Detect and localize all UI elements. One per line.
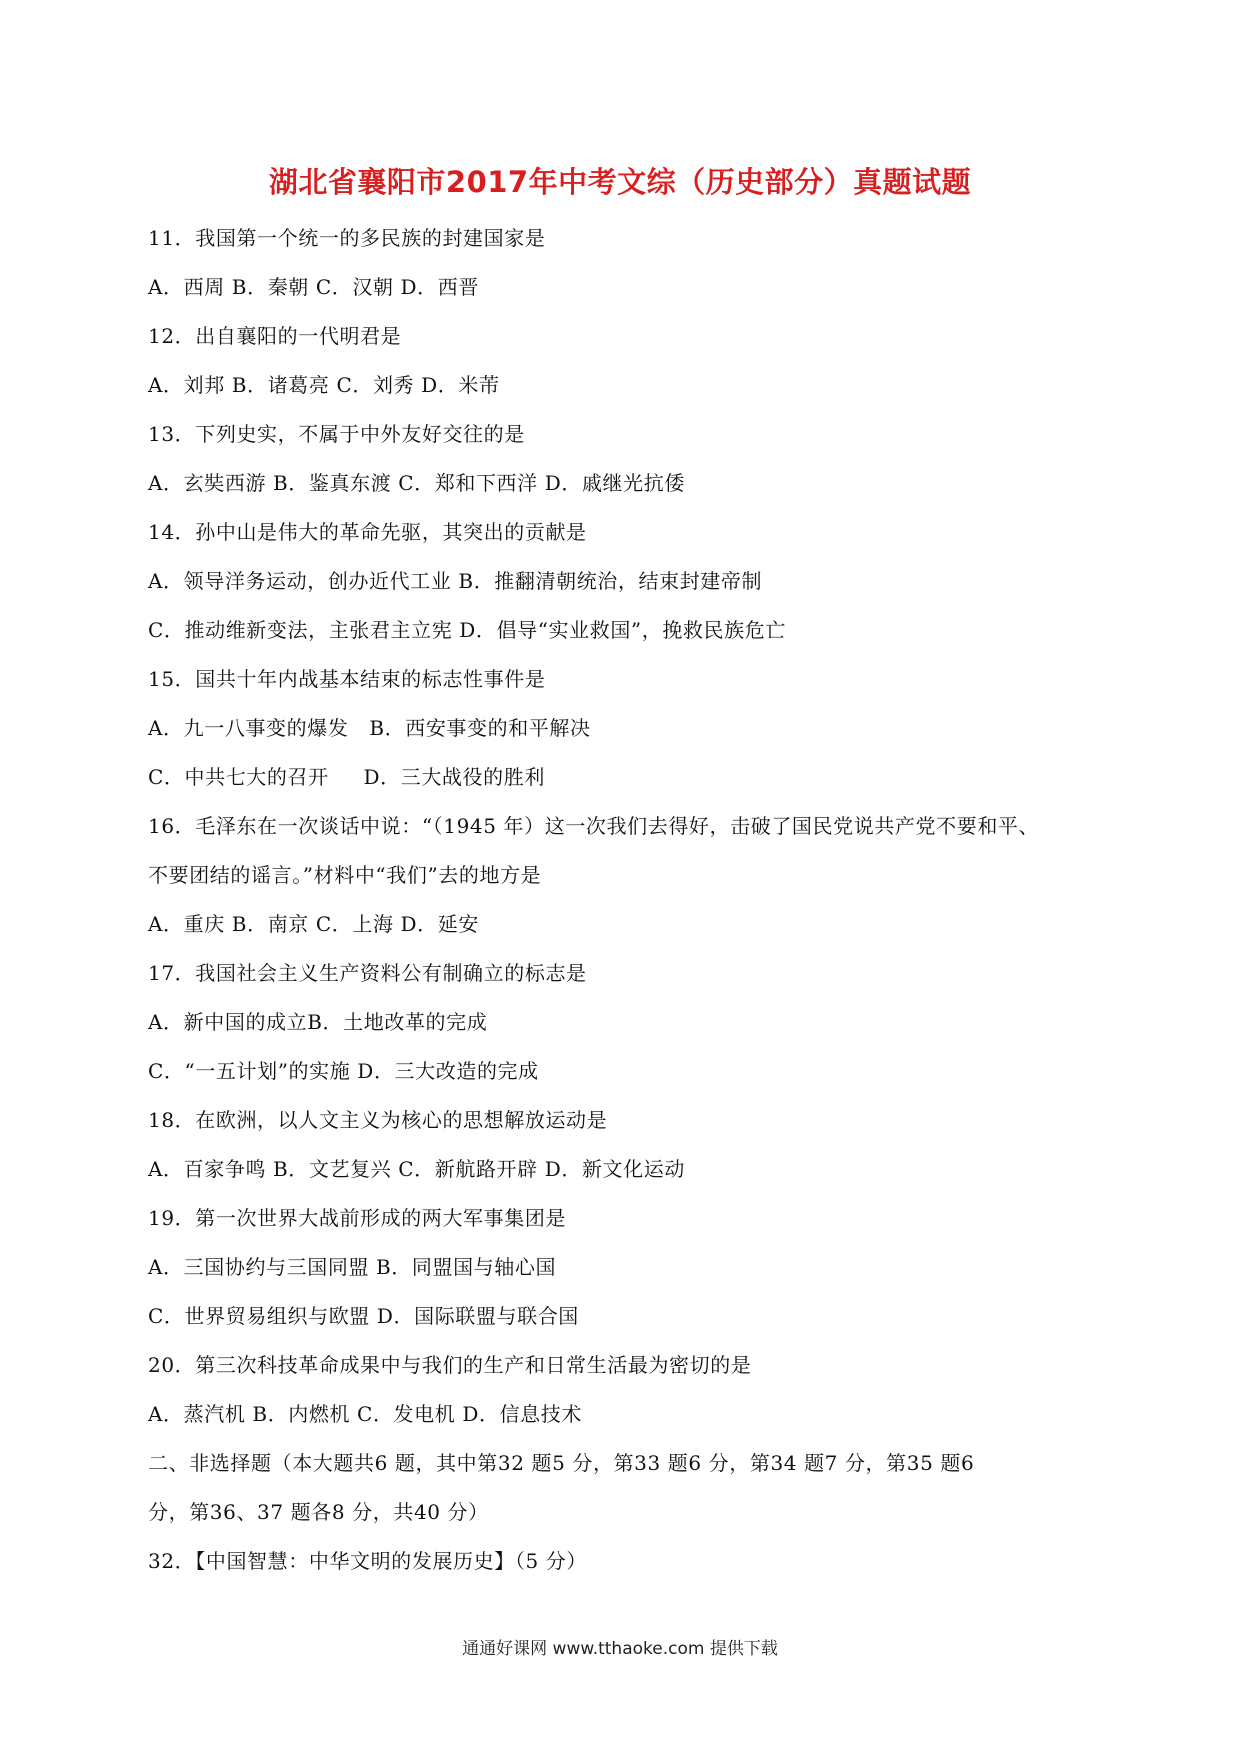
question-12: 12．出自襄阳的一代明君是 — [148, 324, 402, 348]
question-18: 18．在欧洲，以人文主义为核心的思想解放运动是 — [148, 1108, 608, 1132]
question-17: 17．我国社会主义生产资料公有制确立的标志是 — [148, 961, 587, 985]
question-list — [148, 223, 1108, 1595]
question-16-line-2: 不要团结的谣言。”材料中“我们”去的地方是 — [148, 863, 542, 887]
question-17-options-ab: A．新中国的成立B．土地改革的完成 — [148, 1010, 488, 1034]
question-13: 13．下列史实，不属于中外友好交往的是 — [148, 422, 525, 446]
question-13-options: A．玄奘西游 B．鉴真东渡 C．郑和下西洋 D．戚继光抗倭 — [148, 471, 685, 495]
document-title: 湖北省襄阳市2017年中考文综（历史部分）真题试题 — [268, 165, 972, 199]
question-20: 20．第三次科技革命成果中与我们的生产和日常生活最为密切的是 — [148, 1353, 752, 1377]
question-19-options-ab: A．三国协约与三国同盟 B．同盟国与轴心国 — [148, 1255, 557, 1279]
question-14-options-ab: A．领导洋务运动，创办近代工业 B．推翻清朝统治，结束封建帝制 — [148, 569, 763, 593]
footer-credit: 通通好课网 www.tthaoke.com 提供下载 — [462, 1639, 778, 1659]
question-17-options-cd: C．“一五计划”的实施 D．三大改造的完成 — [148, 1059, 539, 1083]
question-15-options-ab: A．九一八事变的爆发 B．西安事变的和平解决 — [148, 716, 591, 740]
question-18-options: A．百家争鸣 B．文艺复兴 C．新航路开辟 D．新文化运动 — [148, 1157, 685, 1181]
question-16-options: A．重庆 B．南京 C．上海 D．延安 — [148, 912, 479, 936]
question-14: 14．孙中山是伟大的革命先驱，其突出的贡献是 — [148, 520, 587, 544]
question-11: 11．我国第一个统一的多民族的封建国家是 — [148, 226, 546, 250]
question-11-options: A．西周 B．秦朝 C．汉朝 D．西晋 — [148, 275, 479, 299]
section-2-heading-line-2: 分，第36、37 题各8 分，共40 分） — [148, 1500, 489, 1524]
section-2-heading-line-1: 二、非选择题（本大题共6 题，其中第32 题5 分，第33 题6 分，第34 题7 分，第35 题6 — [148, 1451, 975, 1475]
question-12-options: A．刘邦 B．诸葛亮 C．刘秀 D．米芾 — [148, 373, 500, 397]
question-19: 19．第一次世界大战前形成的两大军事集团是 — [148, 1206, 567, 1230]
question-32: 32．【中国智慧：中华文明的发展历史】（5 分） — [148, 1549, 587, 1573]
question-20-options: A．蒸汽机 B．内燃机 C．发电机 D．信息技术 — [148, 1402, 582, 1426]
question-16-line-1: 16．毛泽东在一次谈话中说：“（1945 年）这一次我们去得好，击破了国民党说共产党不要和平、 — [148, 814, 1040, 838]
question-15-options-cd: C．中共七大的召开 D．三大战役的胜利 — [148, 765, 545, 789]
question-19-options-cd: C．世界贸易组织与欧盟 D．国际联盟与联合国 — [148, 1304, 579, 1328]
question-15: 15．国共十年内战基本结束的标志性事件是 — [148, 667, 546, 691]
question-14-options-cd: C．推动维新变法，主张君主立宪 D．倡导“实业救国”，挽救民族危亡 — [148, 618, 786, 642]
